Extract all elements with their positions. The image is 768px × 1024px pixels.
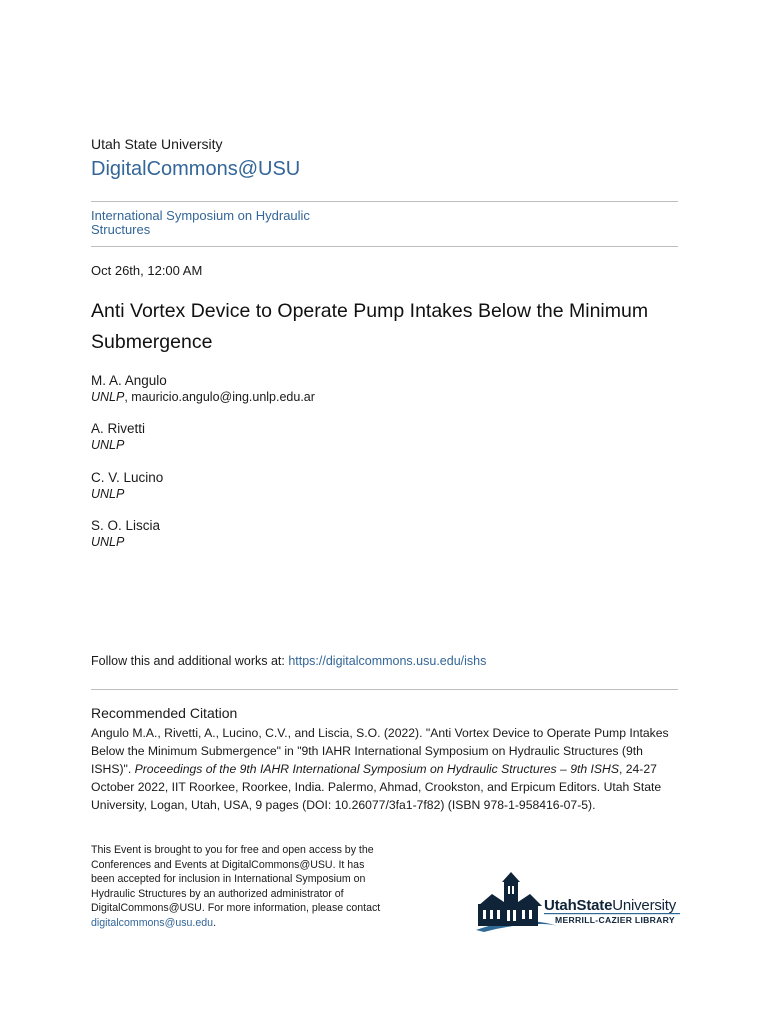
author-affiliation-line (91, 437, 145, 453)
citation-part-1: Angulo M.A., Rivetti, A., Lucino, C.V., and Liscia, S.O. (2022). "Anti Vortex Device to Operate Pump Intakes Below the Minimum Submergence" in "9th IAHR International Symposium on Hydraulic Structures (9th ISHS)". (91, 726, 669, 776)
author-block (91, 372, 315, 405)
logo-wordmark (544, 897, 676, 914)
access-note-end: . (213, 916, 217, 929)
author-affiliation-line (91, 389, 315, 405)
citation-proceedings: Proceedings of the 9th IAHR International Symposium on Hydraulic Structures – 9th ISHS (134, 762, 619, 776)
author-name: M. A. Angulo (91, 373, 167, 388)
divider-top (91, 201, 678, 202)
collection-url-link[interactable]: https://digitalcommons.usu.edu/ishs (288, 654, 487, 668)
logo-wordmark-bold: UtahState (544, 897, 613, 914)
collection-link[interactable]: International Symposium on Hydraulic Structures (91, 208, 310, 237)
author-name: C. V. Lucino (91, 470, 164, 485)
logo-wordmark-light: University (612, 897, 677, 914)
author-affiliation: UNLP (91, 390, 125, 404)
repository-link[interactable]: DigitalCommons@USU (91, 158, 301, 180)
citation-part-2: , 24-27 October 2022, IIT Roorkee, Roorkee, India. Palermo, Ahmad, Crookston, and Erpicum Editors. Utah State University, Logan, Utah, USA, 9 pages (DOI: 10.26077/3fa1-7f82) (ISBN 978-1-958416-07-5). (91, 762, 662, 812)
citation-text (91, 724, 681, 814)
contact-email-link[interactable]: digitalcommons@usu.edu (91, 916, 214, 929)
author-email: , mauricio.angulo@ing.unlp.edu.ar (124, 390, 315, 404)
author-block (91, 517, 160, 550)
author-block (91, 469, 163, 502)
follow-text: Follow this and additional works at: (91, 654, 289, 668)
page-title: Anti Vortex Device to Operate Pump Intakes Below the Minimum Submergence (91, 300, 649, 353)
author-affiliation-line (91, 486, 163, 502)
divider-bottom (91, 689, 678, 690)
author-affiliation: UNLP (91, 535, 125, 549)
citation-heading: Recommended Citation (91, 705, 238, 721)
access-note-text: This Event is brought to you for free and open access by the Conferences and Events at DigitalCommons@USU. It has been accepted for inclusion in International Symposium on Hydraulic Structures by an authorized administrator of DigitalCommons@USU. For more information, please contact (91, 844, 381, 915)
logo-library-name: MERRILL-CAZIER LIBRARY (555, 915, 675, 925)
author-block (91, 420, 145, 453)
author-affiliation: UNLP (91, 487, 125, 501)
author-affiliation-line (91, 534, 160, 550)
author-name: A. Rivetti (91, 421, 146, 436)
access-note (91, 843, 381, 931)
follow-line (91, 654, 486, 668)
divider-middle (91, 246, 678, 247)
author-affiliation: UNLP (91, 438, 125, 452)
institution-name: Utah State University (91, 136, 223, 152)
author-name: S. O. Liscia (91, 518, 161, 533)
event-date: Oct 26th, 12:00 AM (91, 263, 203, 278)
